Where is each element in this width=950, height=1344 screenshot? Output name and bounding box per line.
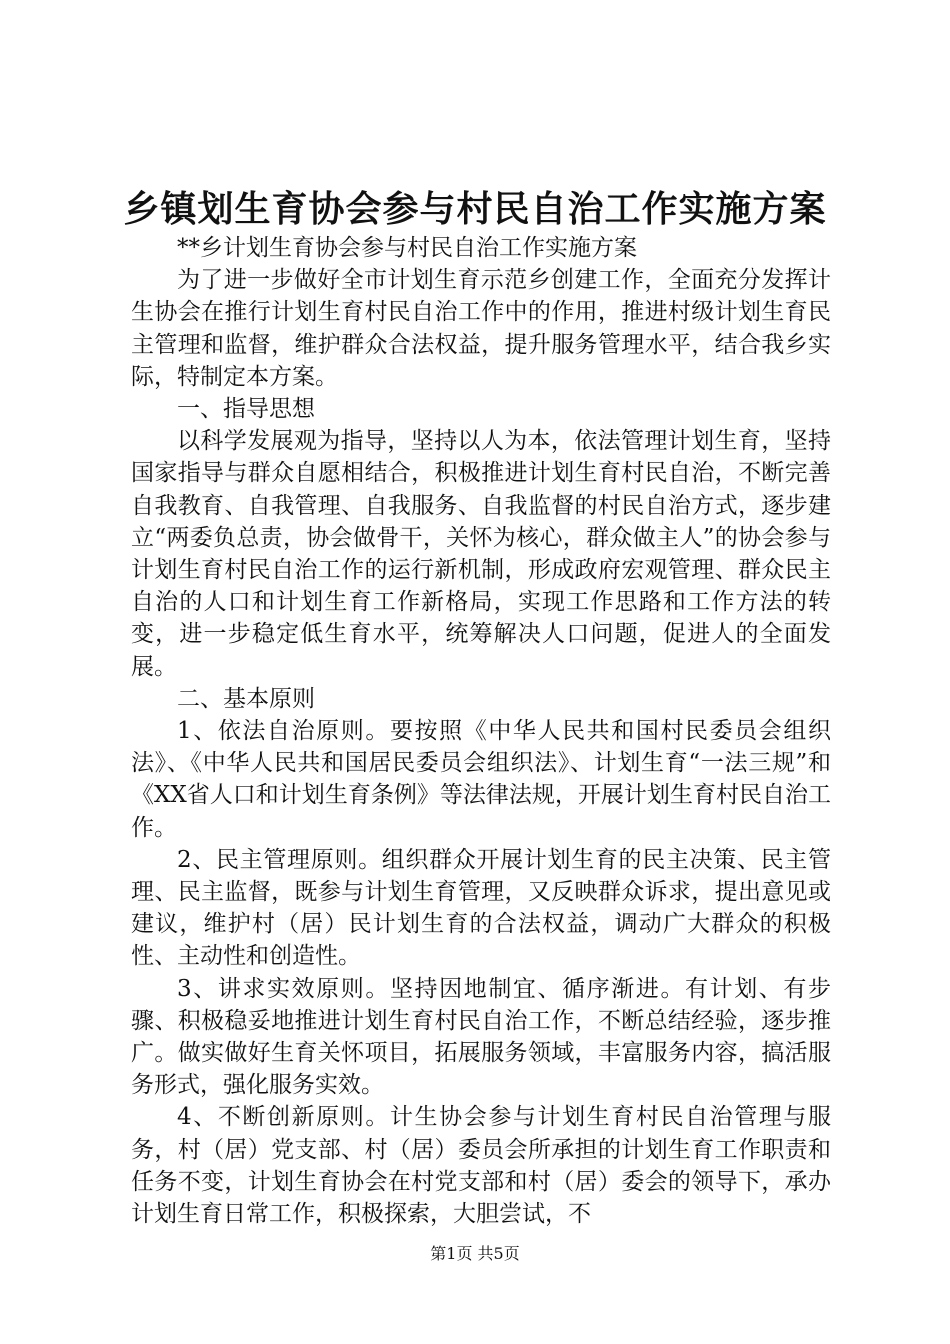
subtitle-paragraph: **乡计划生育协会参与村民自治工作实施方案 <box>177 235 637 261</box>
principle-4-paragraph: 4、不断创新原则。计生协会参与计划生育村民自治管理与服务，村（居）党支部、村（居）委员会所承担的计划生育工作职责和任务不变，计划生育协会在村党支部和村（居）委会的领导下，承办计划生育日常工作，积极探索，大胆尝试，不 <box>131 1104 831 1228</box>
principle-3-paragraph: 3、讲求实效原则。坚持因地制宜、循序渐进。有计划、有步骤、积极稳妥地推进计划生育村民自治工作，不断总结经验，逐步推广。做实做好生育关怀项目，拓展服务领域，丰富服务内容，搞活服务形式，强化服务实效。 <box>131 975 831 1099</box>
document-title: 乡镇划生育协会参与村民自治工作实施方案 <box>123 188 827 230</box>
document-body <box>131 232 831 1230</box>
section-heading-guiding-thought: 一、指导思想 <box>177 396 315 423</box>
principle-2-paragraph: 2、民主管理原则。组织群众开展计划生育的民主决策、民主管理、民主监督，既参与计划生育管理，又反映群众诉求，提出意见或建议，维护村（居）民计划生育的合法权益，调动广大群众的积极性、主动性和创造性。 <box>131 846 831 970</box>
intro-paragraph: 为了进一步做好全市计划生育示范乡创建工作，全面充分发挥计生协会在推行计划生育村民自治工作中的作用，推进村级计划生育民主管理和监督，维护群众合法权益，提升服务管理水平，结合我乡实际，特制定本方案。 <box>131 267 831 390</box>
principle-1-paragraph: 1、依法自治原则。要按照《中华人民共和国村民委员会组织法》、《中华人民共和国居民委员会组织法》、计划生育“一法三规”和《XX省人口和计划生育条例》等法律法规，开展计划生育村民自治工作。 <box>131 718 831 841</box>
page-footer: 第1页 共5页 <box>430 1244 520 1263</box>
section-heading-basic-principles: 二、基本原则 <box>177 685 315 712</box>
guiding-thought-paragraph: 以科学发展观为指导，坚持以人为本，依法管理计划生育，坚持国家指导与群众自愿相结合，积极推进计划生育村民自治，不断完善自我教育、自我管理、自我服务、自我监督的村民自治方式，逐步建立“两委负总责，协会做骨干，关怀为核心，群众做主人”的协会参与计划生育村民自治工作的运行新机制，形成政府宏观管理、群众民主自治的人口和计划生育工作新格局，实现工作思路和工作方法的转变，进一步稳定低生育水平，统筹解决人口问题，促进人的全面发展。 <box>131 428 831 680</box>
